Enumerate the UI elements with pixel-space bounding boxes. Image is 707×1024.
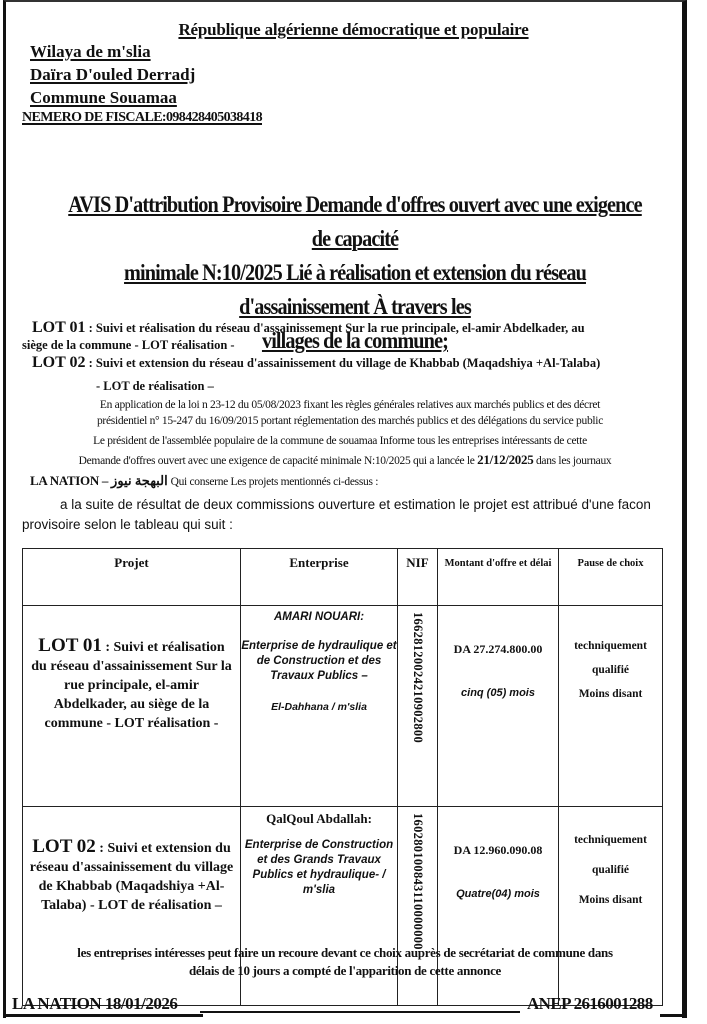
lot-02-code: LOT 02 <box>32 354 86 371</box>
cell-projet <box>23 606 241 807</box>
info-text-1: Le président de l'assemblée populaire de la commune de souamaa Informe tous les entreprises intéressants de cette <box>93 435 587 447</box>
country-header: République algérienne démocratique et populaire <box>178 20 529 39</box>
montant-value: DA 12.960.090.08 <box>453 843 543 857</box>
info-text-3 <box>30 473 378 490</box>
pause-line-3: Moins disant <box>578 894 643 906</box>
entreprise-name: AMARI NOUARI: <box>273 611 365 623</box>
launch-date: 21/12/2025 <box>477 452 534 467</box>
bottom-border-right <box>660 1014 684 1017</box>
info-text-2a: Demande d'offres ouvert avec une exigence de capacité minimale N:10/2025 qui a lancée le <box>78 455 478 467</box>
result-text-1: a la suite de résultat de deux commissions ouverture et estimation le projet est attribué d'une facon <box>60 497 651 512</box>
pause-line-1: techniquement <box>574 640 647 652</box>
title-line-1: AVIS D'attribution Provisoire Demande d'offres ouvert avec une exigence de capacité <box>68 192 642 251</box>
info-text-2 <box>10 452 680 469</box>
daira-label: Daïra D'ouled Derradj <box>30 65 196 84</box>
entreprise-name: QalQoul Abdallah: <box>266 811 372 826</box>
anep-reference: ANEP 2616001288 <box>527 994 653 1013</box>
award-table <box>22 548 663 1006</box>
pause-line-2: qualifié <box>591 664 630 676</box>
projet-desc: : Suivi et réalisation du réseau d'assainissement Sur la rue principale, el-amir Abdelkader, au siège de la commune - LOT réalisation - <box>31 640 232 731</box>
cell-pause <box>559 606 663 807</box>
table-row <box>23 606 663 807</box>
result-text-2: provisoire selon le tableau qui suit : <box>22 517 233 532</box>
nif-value: 160280100843110000000 <box>411 813 425 950</box>
recourse-notice <box>20 944 670 980</box>
commune-label: Commune Souamaa <box>30 88 177 107</box>
title-line-2: minimale N:10/2025 Lié à réalisation et extension du réseau d'assainissement À travers les <box>124 260 586 319</box>
legal-text-1: En application de la loi n 23-12 du 05/08/2023 fixant les règles générales relatives aux marchés publics et des décret <box>99 399 601 411</box>
wilaya-label: Wilaya de m'slia <box>30 42 151 61</box>
pause-line-1: techniquement <box>574 834 647 846</box>
table-header-row <box>23 549 663 606</box>
lot-02-desc: : Suivi et extension du réseau d'assainissement du village de Khabbab (Maqadshiya +Al-Talaba) <box>85 356 601 370</box>
pause-line-3: Moins disant <box>578 688 643 700</box>
lot-02-summary <box>32 355 692 371</box>
fiscal-number: NEMERO DE FISCALE:098428405038418 <box>22 110 262 125</box>
lot-01-desc: : Suivi et réalisation du réseau d'assainissement Sur la rue principale, el-amir Abdelkader, au <box>85 321 585 335</box>
lot-01-code: LOT 01 <box>32 319 86 336</box>
nif-value: 16628120024210902800 <box>411 612 425 743</box>
entreprise-desc: Enterprise de Construction et des Grands Travaux Publics et hydraulique- / m'slia <box>244 839 394 896</box>
info-text-3-rest: Qui conserne Les projets mentionnés ci-dessus : <box>167 476 379 488</box>
projet-code: LOT 02 <box>32 836 96 857</box>
recourse-line-2: délais de 10 jours a compté de l'apparition de cette annonce <box>188 963 502 978</box>
projet-desc: : Suivi et extension du réseau d'assainissement du village de Khabbab (Maqadshiya +Al-Talaba) - LOT de réalisation – <box>29 841 234 913</box>
info-text-2b: dans les journaux <box>533 455 612 467</box>
header-entreprise: Enterprise <box>241 549 398 606</box>
recourse-line-1: les entreprises intéresses peut faire un recoure devant ce choix auprès de secrétariat de commune dans <box>77 945 613 960</box>
newspaper-date: LA NATION 18/01/2026 <box>12 994 178 1013</box>
legal-text-2: présidentiel n° 15-247 du 16/09/2015 portant réglementation des marchés publics et des délégations du service public <box>96 415 603 427</box>
projet-code: LOT 01 <box>38 635 102 656</box>
newspaper-names: LA NATION – البهجة نيوز <box>30 473 168 488</box>
cell-montant <box>438 606 559 807</box>
header-nif: NIF <box>398 549 438 606</box>
entreprise-desc: Enterprise de hydraulique et de Construction et des Travaux Publics – <box>241 640 397 682</box>
pause-line-2: qualifié <box>591 864 630 876</box>
cell-nif <box>398 606 438 807</box>
header-montant: Montant d'offre et délai <box>438 549 559 606</box>
cell-entreprise <box>241 606 398 807</box>
lot-01-desc-cont: siège de la commune - LOT réalisation - <box>22 338 235 352</box>
title-line-3: villages de la commune; <box>261 328 449 353</box>
lot-01-summary <box>32 320 672 336</box>
delai-value: Quatre(04) mois <box>456 888 540 900</box>
delai-value: cinq (05) mois <box>461 687 535 699</box>
header-pause: Pause de choix <box>559 549 663 606</box>
bottom-border-left <box>3 1014 203 1017</box>
montant-value: DA 27.274.800.00 <box>453 642 543 656</box>
header-projet: Projet <box>23 549 241 606</box>
lot-02-desc-cont: - LOT de réalisation – <box>96 379 214 393</box>
signature-rule <box>200 1011 520 1013</box>
entreprise-location: El-Dahhana / m'slia <box>271 701 367 713</box>
